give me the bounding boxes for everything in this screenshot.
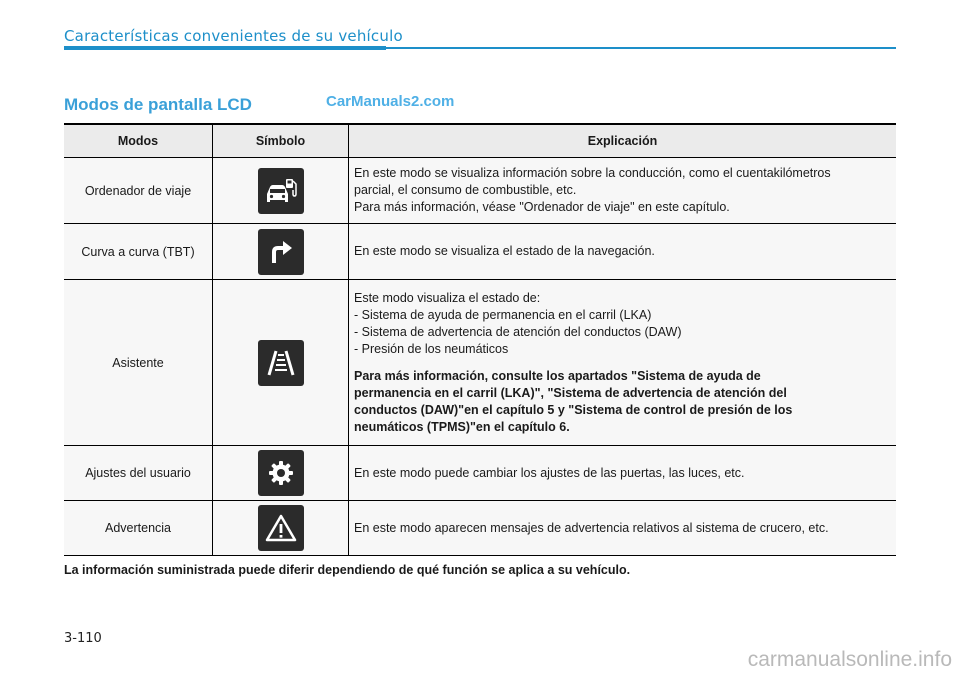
table-row	[64, 158, 896, 224]
watermark: CarManuals2.com	[326, 93, 455, 110]
site-watermark: carmanualsonline.info	[747, 648, 952, 671]
lane-assist-icon	[258, 340, 304, 386]
column-header-explanation: Explicación	[349, 124, 897, 158]
warning-triangle-icon	[258, 505, 304, 551]
table-row	[64, 280, 896, 446]
turn-arrow-icon	[258, 229, 304, 275]
mode-name: Ordenador de viaje	[64, 158, 213, 224]
explanation-line: - Presión de los neumáticos	[354, 341, 509, 356]
section-title: Modos de pantalla LCD	[64, 95, 252, 114]
page-number: 3-110	[64, 631, 102, 646]
explanation-note-line: Para más información, consulte los apartados "Sistema de ayuda de	[354, 368, 761, 383]
explanation-line: Este modo visualiza el estado de:	[354, 290, 541, 305]
mode-name: Asistente	[64, 280, 213, 446]
table-row	[64, 501, 896, 556]
explanation-note-line: neumáticos (TPMS)"en el capítulo 6.	[354, 419, 570, 434]
table-row	[64, 446, 896, 501]
trip-computer-icon	[258, 168, 304, 214]
explanation-line: parcial, el consumo de combustible, etc.	[354, 183, 577, 197]
explanation-line: - Sistema de ayuda de permanencia en el carril (LKA)	[354, 307, 652, 322]
column-header-symbol: Símbolo	[213, 124, 349, 158]
explanation-line: En este modo se visualiza información sobre la conducción, como el cuentakilómetros	[354, 166, 831, 180]
explanation-note-line: conductos (DAW)"en el capítulo 5 y "Sistema de control de presión de los	[354, 402, 793, 417]
header-rule-accent	[64, 46, 386, 50]
explanation-line: En este modo aparecen mensajes de advertencia relativos al sistema de crucero, etc.	[354, 520, 829, 535]
explanation-line: En este modo puede cambiar los ajustes de las puertas, las luces, etc.	[354, 465, 745, 480]
mode-name: Curva a curva (TBT)	[64, 224, 213, 280]
explanation-line: Para más información, véase "Ordenador de viaje" en este capítulo.	[354, 200, 730, 214]
modes-table	[64, 123, 896, 556]
header-title: Características convenientes de su vehículo	[64, 27, 403, 45]
table-header-row	[64, 124, 896, 158]
footnote: La información suministrada puede diferir dependiendo de qué función se aplica a su vehículo.	[64, 563, 631, 577]
mode-name: Ajustes del usuario	[64, 446, 213, 501]
column-header-modes: Modos	[64, 124, 213, 158]
explanation-note-line: permanencia en el carril (LKA)", "Sistema de advertencia de atención del	[354, 385, 787, 400]
explanation-line: En este modo se visualiza el estado de la navegación.	[354, 244, 655, 258]
table-row	[64, 224, 896, 280]
mode-name: Advertencia	[64, 501, 213, 556]
explanation-line: - Sistema de advertencia de atención del conductos (DAW)	[354, 324, 682, 339]
gear-icon	[258, 450, 304, 496]
